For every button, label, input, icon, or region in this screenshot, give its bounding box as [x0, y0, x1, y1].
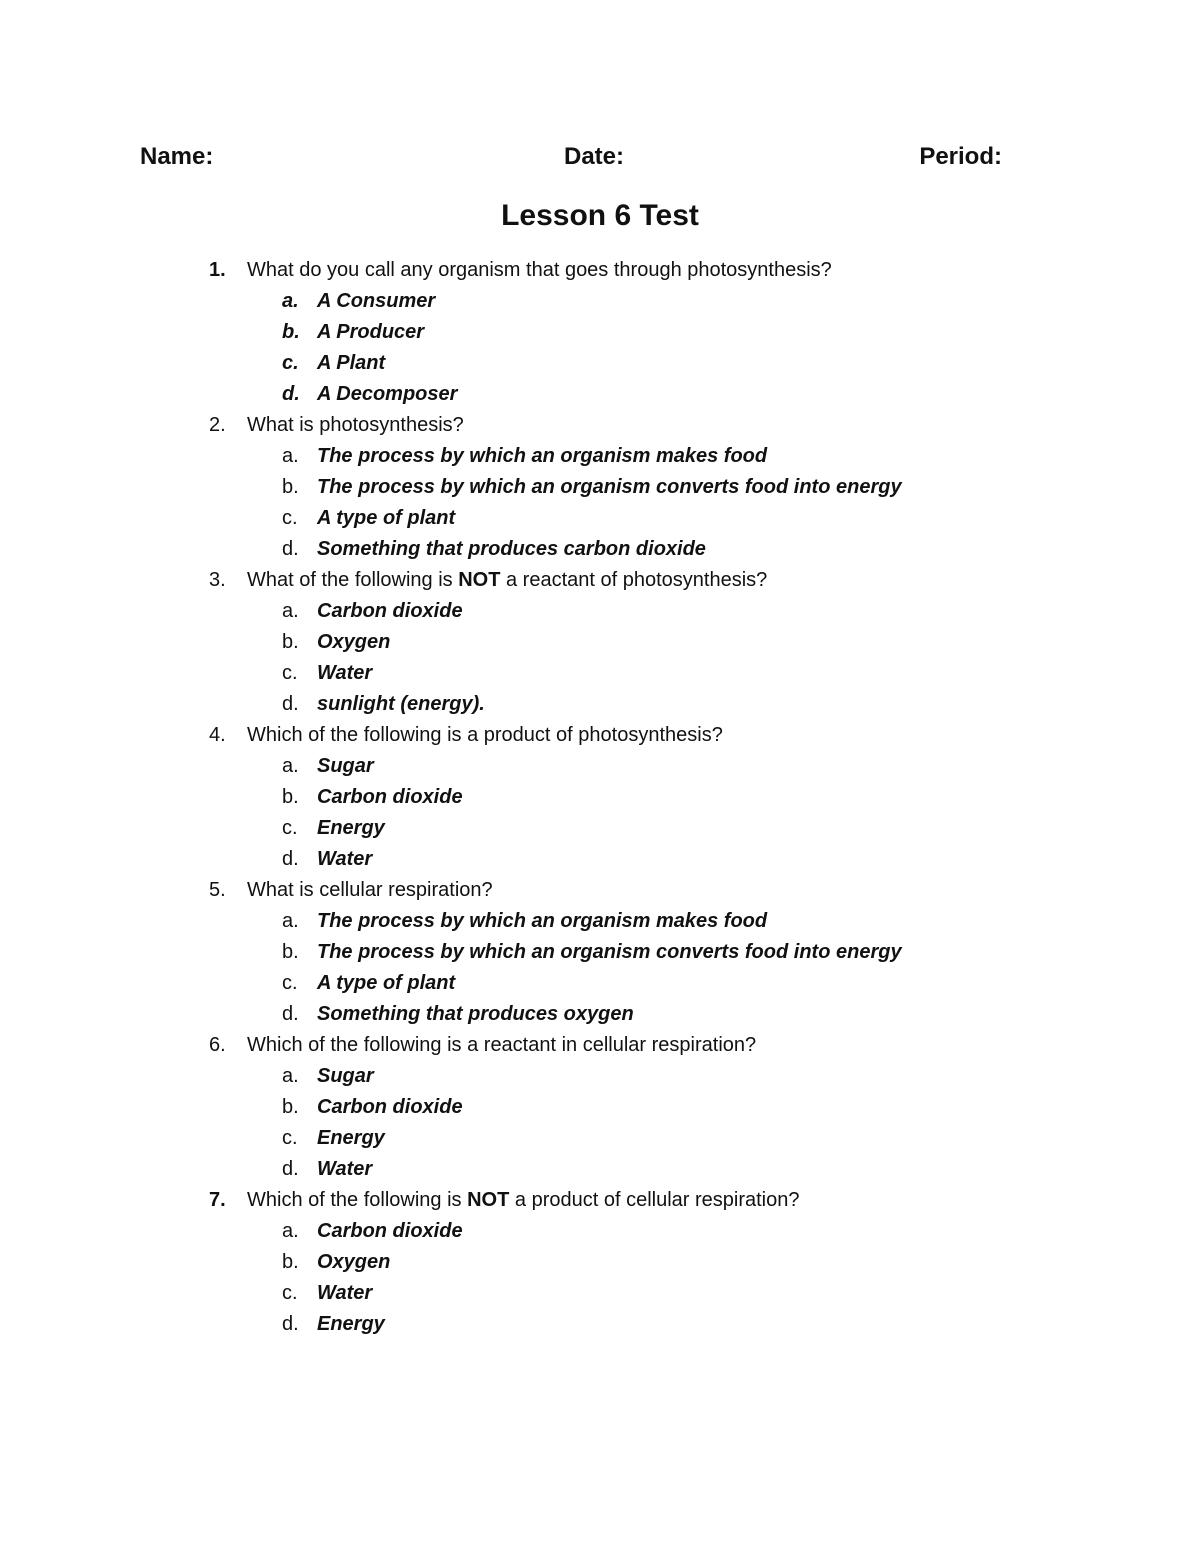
question-stem — [209, 410, 1109, 441]
answer-options — [209, 596, 1109, 720]
option-letter: a. — [282, 1220, 299, 1242]
option-letter: d. — [282, 1313, 299, 1335]
option-letter: b. — [282, 1251, 299, 1273]
option-letter: c. — [282, 1127, 298, 1149]
option-text: The process by which an organism converts food into energy — [317, 476, 902, 498]
answer-option — [209, 813, 1109, 844]
option-letter: b. — [282, 476, 299, 498]
answer-options — [209, 751, 1109, 875]
question-stem — [209, 255, 1109, 286]
answer-option — [209, 1092, 1109, 1123]
question-text-before: What is cellular respiration? — [247, 879, 493, 901]
answer-option — [209, 658, 1109, 689]
answer-option — [209, 689, 1109, 720]
question-emphasis: NOT — [458, 569, 501, 591]
option-text: Oxygen — [317, 1251, 391, 1273]
answer-option — [209, 1061, 1109, 1092]
option-letter: a. — [282, 445, 299, 467]
option-letter: a. — [282, 290, 299, 312]
option-letter: b. — [282, 786, 299, 808]
question-number: 7. — [209, 1189, 226, 1211]
option-text: Water — [317, 848, 373, 870]
answer-options — [209, 441, 1109, 565]
question-2 — [209, 410, 1109, 565]
question-text — [247, 724, 723, 746]
option-letter: a. — [282, 600, 299, 622]
option-letter: c. — [282, 662, 298, 684]
question-number: 2. — [209, 414, 226, 436]
option-letter: d. — [282, 1158, 299, 1180]
question-stem — [209, 565, 1109, 596]
option-text: A Consumer — [317, 290, 436, 312]
option-letter: a. — [282, 1065, 299, 1087]
option-text: Something that produces carbon dioxide — [317, 538, 706, 560]
answer-option — [209, 1309, 1109, 1340]
option-text: The process by which an organism makes food — [317, 445, 768, 467]
question-6 — [209, 1030, 1109, 1185]
option-letter: b. — [282, 1096, 299, 1118]
answer-option — [209, 1278, 1109, 1309]
answer-option — [209, 317, 1109, 348]
question-text-before: What is photosynthesis? — [247, 414, 464, 436]
question-text-before: Which of the following is — [247, 1189, 468, 1211]
option-letter: d. — [282, 693, 299, 715]
option-text: Oxygen — [317, 631, 391, 653]
option-text: Carbon dioxide — [317, 600, 463, 622]
option-text: Energy — [317, 1313, 385, 1335]
question-number: 6. — [209, 1034, 226, 1056]
option-text: Energy — [317, 1127, 385, 1149]
answer-option — [209, 1123, 1109, 1154]
answer-option — [209, 627, 1109, 658]
question-text — [247, 259, 832, 281]
option-letter: c. — [282, 817, 298, 839]
option-letter: d. — [282, 1003, 299, 1025]
question-text-before: Which of the following is a reactant in cellular respiration? — [247, 1034, 757, 1056]
question-stem — [209, 720, 1109, 751]
option-text: Sugar — [317, 1065, 374, 1087]
answer-options — [209, 1216, 1109, 1340]
answer-option — [209, 844, 1109, 875]
option-text: Carbon dioxide — [317, 1220, 463, 1242]
question-emphasis: NOT — [467, 1189, 510, 1211]
question-5 — [209, 875, 1109, 1030]
question-list — [209, 255, 1109, 1340]
question-text — [247, 569, 767, 591]
option-text: The process by which an organism converts food into energy — [317, 941, 902, 963]
option-letter: c. — [282, 507, 298, 529]
question-4 — [209, 720, 1109, 875]
answer-option — [209, 906, 1109, 937]
answer-option — [209, 472, 1109, 503]
question-number: 4. — [209, 724, 226, 746]
option-letter: b. — [282, 321, 300, 343]
option-letter: c. — [282, 972, 298, 994]
answer-option — [209, 937, 1109, 968]
answer-option — [209, 1216, 1109, 1247]
option-text: The process by which an organism makes food — [317, 910, 768, 932]
question-stem — [209, 1030, 1109, 1061]
answer-option — [209, 999, 1109, 1030]
answer-option — [209, 286, 1109, 317]
option-text: Sugar — [317, 755, 374, 777]
option-letter: c. — [282, 352, 299, 374]
date-label: Date: — [564, 143, 625, 170]
question-number: 1. — [209, 259, 226, 281]
question-text-after: a product of cellular respiration? — [509, 1189, 800, 1211]
answer-option — [209, 534, 1109, 565]
question-number: 5. — [209, 879, 226, 901]
option-text: Energy — [317, 817, 385, 839]
question-3 — [209, 565, 1109, 720]
name-label: Name: — [140, 143, 214, 170]
question-text-before: What of the following is — [247, 569, 459, 591]
answer-options — [209, 1061, 1109, 1185]
option-text: A type of plant — [317, 507, 456, 529]
question-text — [247, 414, 464, 436]
option-text: Something that produces oxygen — [317, 1003, 634, 1025]
question-text — [247, 879, 493, 901]
answer-option — [209, 379, 1109, 410]
answer-option — [209, 596, 1109, 627]
question-text — [247, 1189, 799, 1211]
answer-options — [209, 906, 1109, 1030]
option-text: A Producer — [317, 321, 425, 343]
answer-option — [209, 1247, 1109, 1278]
page-title: Lesson 6 Test — [501, 199, 699, 232]
option-letter: d. — [282, 383, 300, 405]
question-7 — [209, 1185, 1109, 1340]
question-text-after: a reactant of photosynthesis? — [500, 569, 768, 591]
option-text: Water — [317, 662, 373, 684]
answer-option — [209, 1154, 1109, 1185]
answer-option — [209, 441, 1109, 472]
answer-option — [209, 968, 1109, 999]
option-text: A type of plant — [317, 972, 456, 994]
option-text: Carbon dioxide — [317, 786, 463, 808]
question-number: 3. — [209, 569, 226, 591]
period-label: Period: — [919, 143, 1002, 170]
question-stem — [209, 1185, 1109, 1216]
answer-options — [209, 286, 1109, 410]
option-letter: a. — [282, 910, 299, 932]
question-text-before: What do you call any organism that goes through photosynthesis? — [247, 259, 832, 281]
option-letter: b. — [282, 941, 299, 963]
option-letter: c. — [282, 1282, 298, 1304]
student-info-header — [140, 143, 1002, 177]
option-text: A Plant — [317, 352, 386, 374]
option-text: sunlight (energy). — [317, 693, 485, 715]
answer-option — [209, 348, 1109, 379]
option-text: Water — [317, 1282, 373, 1304]
question-1 — [209, 255, 1109, 410]
option-letter: a. — [282, 755, 299, 777]
question-stem — [209, 875, 1109, 906]
answer-option — [209, 503, 1109, 534]
answer-option — [209, 751, 1109, 782]
option-letter: b. — [282, 631, 299, 653]
option-text: Water — [317, 1158, 373, 1180]
option-letter: d. — [282, 538, 299, 560]
option-text: A Decomposer — [317, 383, 458, 405]
answer-option — [209, 782, 1109, 813]
question-text-before: Which of the following is a product of photosynthesis? — [247, 724, 723, 746]
option-letter: d. — [282, 848, 299, 870]
question-text — [247, 1034, 756, 1056]
option-text: Carbon dioxide — [317, 1096, 463, 1118]
